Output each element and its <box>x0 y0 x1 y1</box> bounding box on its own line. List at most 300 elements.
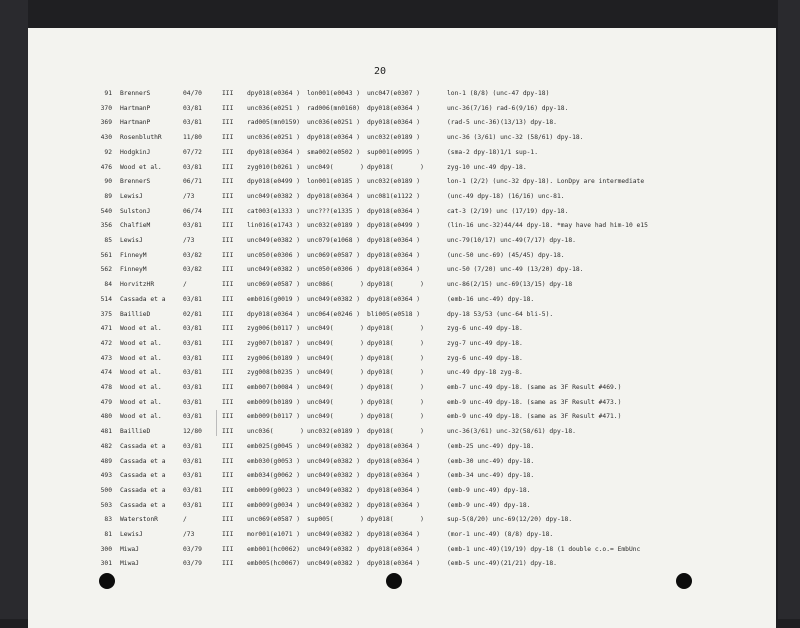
cell-num: 478 <box>100 384 112 391</box>
cell-num: 375 <box>100 310 112 318</box>
cell-g3: dpy018(e0364 ) <box>367 486 421 494</box>
cell-date: 03/79 <box>183 560 202 568</box>
cell-num: 85 <box>104 237 112 244</box>
table-row <box>0 397 800 409</box>
cell-pos: dpy-18 53/53 (unc-64 bli-5). <box>447 310 554 318</box>
table-row <box>0 309 800 321</box>
cell-g3: dpy018(e0364 ) <box>367 295 421 303</box>
cell-num: 562 <box>100 266 112 274</box>
cell-num: 370 <box>100 104 112 112</box>
cell-g3: dpy018(e0364 ) <box>367 472 421 480</box>
cell-name: FinneyM <box>120 251 147 259</box>
cell-num: 473 <box>100 354 112 362</box>
cell-g3: dpy018(e0364 ) <box>367 545 421 553</box>
cell-name: Wood et al. <box>120 325 162 333</box>
cell-name: RosenbluthR <box>120 134 162 142</box>
cell-g1: emb009(b0189 ) <box>247 398 301 406</box>
cell-g1: emb034(g0062 ) <box>247 472 301 480</box>
cell-num: 90 <box>104 178 112 186</box>
cell-g3: unc047(e0307 ) <box>367 90 421 97</box>
cell-name: Wood et al. <box>120 398 162 406</box>
cell-g1: zyg010(b0261 ) <box>247 163 301 171</box>
cell-g2: unc049( ) <box>307 413 364 421</box>
cell-g1: zyg008(b0235 ) <box>247 369 301 377</box>
cell-cls: III <box>222 354 234 362</box>
cell-cls: III <box>222 310 234 318</box>
cell-g1: dpy018(e0364 ) <box>247 310 301 318</box>
table-row <box>0 117 800 129</box>
cell-name: Wood et al. <box>120 369 162 377</box>
table-row <box>0 220 800 232</box>
table-row <box>0 250 800 262</box>
cell-cls: III <box>222 251 234 259</box>
cell-g2: unc050(e0306 ) <box>307 266 361 274</box>
table-row <box>0 367 800 379</box>
cell-g3: dpy018( ) <box>367 339 424 347</box>
cell-cls: III <box>222 516 234 524</box>
cell-num: 540 <box>100 207 112 215</box>
table-row <box>0 485 800 497</box>
table-row <box>0 191 800 203</box>
cell-num: 482 <box>100 442 112 450</box>
cell-g1: unc036(e0251 ) <box>247 104 301 112</box>
cell-g3: dpy018(e0364 ) <box>367 442 421 450</box>
cell-g1: unc049(e0382 ) <box>247 237 301 244</box>
cell-name: Cassada et a <box>120 486 166 494</box>
cell-num: 89 <box>104 192 112 200</box>
cell-name: SulstonJ <box>120 207 151 215</box>
cell-date: 03/79 <box>183 545 202 553</box>
cell-cls: III <box>222 486 234 494</box>
cell-g1: unc050(e0306 ) <box>247 251 301 259</box>
cell-g2: unc079(e1068 ) <box>307 237 361 244</box>
cell-g2: unc032(e0189 ) <box>307 222 361 230</box>
table-row <box>0 323 800 335</box>
cell-g3: dpy018( ) <box>367 325 424 333</box>
cell-g2: sma002(e0502 ) <box>307 148 361 156</box>
cell-pos: (mor-1 unc-49) (8/8) dpy-18. <box>447 531 554 538</box>
cell-g2: unc049( ) <box>307 325 364 333</box>
cell-g3: dpy018( ) <box>367 398 424 406</box>
cell-num: 91 <box>104 90 112 97</box>
cell-pos: emb-9 unc-49 dpy-18. (same as 3F Result #471.) <box>447 413 622 421</box>
cell-date: / <box>183 516 187 524</box>
cell-g1: unc069(e0587 ) <box>247 281 301 289</box>
cell-date: 03/81 <box>183 339 202 347</box>
cell-g1: zyg007(b0187 ) <box>247 339 301 347</box>
cell-g3: dpy018(e0364 ) <box>367 207 421 215</box>
cell-date: 03/81 <box>183 501 202 509</box>
cell-g2: unc069(e0587 ) <box>307 251 361 259</box>
cell-date: 04/70 <box>183 90 202 97</box>
cell-num: 301 <box>100 560 112 568</box>
cell-date: / <box>183 281 187 289</box>
cell-g3: dpy018(e0364 ) <box>367 104 421 112</box>
cell-g2: unc049(e0382 ) <box>307 457 361 465</box>
cell-pos: (emb-16 unc-49) dpy-18. <box>447 295 535 303</box>
cell-name: WaterstonR <box>120 516 158 524</box>
cell-g3: dpy018( ) <box>367 354 424 362</box>
cell-g2: unc049(e0382 ) <box>307 531 361 538</box>
cell-g2: unc049( ) <box>307 354 364 362</box>
cell-date: 02/81 <box>183 310 202 318</box>
cell-g1: emb030(g0053 ) <box>247 457 301 465</box>
cell-g2: unc049( ) <box>307 339 364 347</box>
cell-date: 03/81 <box>183 442 202 450</box>
cell-g3: dpy018(e0364 ) <box>367 119 421 127</box>
cell-pos: (emb-9 unc-49) dpy-18. <box>447 501 531 509</box>
cell-date: 03/82 <box>183 251 202 259</box>
cell-pos: unc-50 (7/20) unc-49 (13/20) dpy-18. <box>447 266 584 274</box>
cell-g1: unc049(e0382 ) <box>247 192 301 200</box>
cell-g1: emb001(hc0062) <box>247 545 301 553</box>
cell-g3: dpy018(e0364 ) <box>367 531 421 538</box>
cell-g2: unc049(e0382 ) <box>307 442 361 450</box>
cell-num: 300 <box>100 545 112 553</box>
table-row <box>0 441 800 453</box>
cell-cls: III <box>222 266 234 274</box>
cell-cls: III <box>222 560 234 568</box>
cell-g3: dpy018( ) <box>367 163 424 171</box>
cell-g3: dpy018(e0364 ) <box>367 251 421 259</box>
cell-g1: zyg006(b0117 ) <box>247 325 301 333</box>
cell-g1: emb009(g0034 ) <box>247 501 301 509</box>
cell-g1: emb005(hc0067) <box>247 560 301 568</box>
cell-g1: mor001(e1071 ) <box>247 531 301 538</box>
cell-g1: dpy018(e0364 ) <box>247 90 301 97</box>
cell-g1: zyg006(b0189 ) <box>247 354 301 362</box>
cell-g2: unc049(e0382 ) <box>307 486 361 494</box>
cell-name: LewisJ <box>120 237 143 244</box>
cell-g2: dpy018(e0364 ) <box>307 192 361 200</box>
cell-date: 03/81 <box>183 472 202 480</box>
cell-g1: emb009(g0023 ) <box>247 486 301 494</box>
cell-num: 481 <box>100 428 112 436</box>
cell-name: BaillieD <box>120 428 151 436</box>
cell-g2: dpy018(e0364 ) <box>307 134 361 142</box>
cell-date: 03/81 <box>183 413 202 421</box>
cell-date: 03/81 <box>183 457 202 465</box>
cell-cls: III <box>222 90 234 97</box>
cell-g1: emb009(b0117 ) <box>247 413 301 421</box>
cell-cls: III <box>222 192 234 200</box>
cell-g2: unc049(e0382 ) <box>307 501 361 509</box>
cell-g2: unc049( ) <box>307 398 364 406</box>
cell-cls: III <box>222 134 234 142</box>
cell-date: /73 <box>183 531 195 538</box>
table-row <box>0 514 800 526</box>
cell-g2: unc036(e0251 ) <box>307 119 361 127</box>
cell-g3: dpy018(e0499 ) <box>367 222 421 230</box>
cell-g1: emb025(g0045 ) <box>247 442 301 450</box>
cell-date: /73 <box>183 192 195 200</box>
cell-g2: unc086( ) <box>307 281 364 289</box>
cell-cls: III <box>222 339 234 347</box>
cell-pos: (unc-50 unc-69) (45/45) dpy-18. <box>447 251 565 259</box>
cell-date: 03/81 <box>183 163 202 171</box>
cell-g2: unc049(e0382 ) <box>307 295 361 303</box>
cell-date: 03/81 <box>183 119 202 127</box>
punch-hole-left <box>99 573 115 589</box>
cell-g2: unc064(e0246 ) <box>307 310 361 318</box>
cell-name: BaillieD <box>120 310 151 318</box>
cell-cls: III <box>222 178 234 186</box>
cell-name: ChalfieM <box>120 222 151 230</box>
cell-date: 06/71 <box>183 178 202 186</box>
cell-g2: unc049(e0382 ) <box>307 560 361 568</box>
cell-pos: cat-3 (2/19) unc (17/19) dpy-18. <box>447 207 569 215</box>
table-row <box>0 147 800 159</box>
cell-g2: unc049( ) <box>307 384 364 391</box>
cell-name: LewisJ <box>120 531 143 538</box>
cell-g3: dpy018(e0364 ) <box>367 501 421 509</box>
cell-g2: unc???(e1335 ) <box>307 207 361 215</box>
table-row <box>0 456 800 468</box>
cell-cls: III <box>222 119 234 127</box>
page-number: 20 <box>374 66 387 77</box>
cell-num: 81 <box>104 531 112 538</box>
cell-date: 03/81 <box>183 486 202 494</box>
cell-num: 514 <box>100 295 112 303</box>
table-row <box>0 176 800 188</box>
cell-g2: unc049(e0382 ) <box>307 545 361 553</box>
cell-pos: (emb-25 unc-49) dpy-18. <box>447 442 535 450</box>
cell-cls: III <box>222 281 234 289</box>
table-row <box>0 558 800 570</box>
cell-date: 06/74 <box>183 207 202 215</box>
cell-cls: III <box>222 222 234 230</box>
cell-pos: lon-1 (8/8) (unc-47 dpy-18) <box>447 90 550 97</box>
cell-num: 480 <box>100 413 112 421</box>
table-row <box>0 353 800 365</box>
table-row <box>0 162 800 174</box>
cell-num: 84 <box>104 281 112 289</box>
cell-g1: rad005(mn0159) <box>247 119 301 127</box>
cell-name: Wood et al. <box>120 163 162 171</box>
cell-cls: III <box>222 295 234 303</box>
cell-name: Cassada et a <box>120 295 166 303</box>
cell-cls: III <box>222 148 234 156</box>
pen-mark <box>216 410 217 436</box>
cell-name: Cassada et a <box>120 472 166 480</box>
cell-g2: sup005( ) <box>307 516 364 524</box>
cell-cls: III <box>222 501 234 509</box>
cell-name: HartmanP <box>120 119 151 127</box>
cell-g3: dpy018(e0364 ) <box>367 457 421 465</box>
cell-g2: lon001(e0185 ) <box>307 178 361 186</box>
cell-name: BrennerS <box>120 90 151 97</box>
cell-pos: unc-49 dpy-18 zyg-8. <box>447 369 523 377</box>
cell-g3: unc032(e0189 ) <box>367 178 421 186</box>
cell-name: Cassada et a <box>120 457 166 465</box>
cell-cls: III <box>222 413 234 421</box>
cell-cls: III <box>222 398 234 406</box>
cell-date: 03/81 <box>183 104 202 112</box>
cell-date: 07/72 <box>183 148 202 156</box>
cell-num: 92 <box>104 148 112 156</box>
cell-g3: sup001(e0995 ) <box>367 148 421 156</box>
cell-num: 479 <box>100 398 112 406</box>
cell-g3: dpy018( ) <box>367 413 424 421</box>
cell-pos: unc-36 (3/61) unc-32 (58/61) dpy-18. <box>447 134 584 142</box>
cell-g3: bli005(e0518 ) <box>367 310 421 318</box>
cell-cls: III <box>222 237 234 244</box>
cell-pos: unc-86(2/15) unc-69(13/15) dpy-18 <box>447 281 573 289</box>
cell-cls: III <box>222 545 234 553</box>
table-row <box>0 132 800 144</box>
cell-pos: unc-36(7/16) rad-6(9/16) dpy-18. <box>447 104 569 112</box>
cell-g1: emb016(g0019 ) <box>247 295 301 303</box>
cell-g2: unc032(e0189 ) <box>307 428 361 436</box>
cell-g3: dpy018( ) <box>367 369 424 377</box>
cell-name: Wood et al. <box>120 384 162 391</box>
cell-date: 12/80 <box>183 428 202 436</box>
cell-g1: unc069(e0587 ) <box>247 516 301 524</box>
cell-num: 476 <box>100 163 112 171</box>
cell-date: /73 <box>183 237 195 244</box>
table-row <box>0 426 800 438</box>
cell-cls: III <box>222 325 234 333</box>
cell-g3: dpy018( ) <box>367 281 424 289</box>
punch-hole-right <box>676 573 692 589</box>
cell-pos: sup-5(8/20) unc-69(12/20) dpy-18. <box>447 516 573 524</box>
cell-cls: III <box>222 472 234 480</box>
cell-num: 474 <box>100 369 112 377</box>
table-row <box>0 294 800 306</box>
cell-cls: III <box>222 442 234 450</box>
cell-name: MiwaJ <box>120 560 139 568</box>
cell-pos: unc-79(10/17) unc-49(7/17) dpy-18. <box>447 237 576 244</box>
cell-name: Wood et al. <box>120 413 162 421</box>
cell-pos: emb-7 unc-49 dpy-18. (same as 3F Result #469.) <box>447 384 622 391</box>
cell-pos: (rad-5 unc-36)(13/13) dpy-18. <box>447 119 557 127</box>
cell-cls: III <box>222 428 234 436</box>
cell-g3: unc032(e0189 ) <box>367 134 421 142</box>
table-row <box>0 470 800 482</box>
cell-name: LewisJ <box>120 192 143 200</box>
cell-date: 03/81 <box>183 398 202 406</box>
punch-hole-center <box>386 573 402 589</box>
cell-pos: (emb-1 unc-49)(19/19) dpy-18 (1 double c.o.= EmbUnc <box>447 545 641 553</box>
cell-g1: unc049(e0382 ) <box>247 266 301 274</box>
cell-name: Wood et al. <box>120 354 162 362</box>
cell-date: 03/81 <box>183 295 202 303</box>
table-row <box>0 206 800 218</box>
cell-pos: emb-9 unc-49 dpy-18. (same as 3F Result #473.) <box>447 398 622 406</box>
cell-name: HorvitzHR <box>120 281 155 289</box>
cell-g3: dpy018( ) <box>367 384 424 391</box>
cell-num: 500 <box>100 486 112 494</box>
cell-g1: unc036( ) <box>247 428 304 436</box>
cell-date: 03/81 <box>183 354 202 362</box>
cell-pos: (emb-30 unc-49) dpy-18. <box>447 457 535 465</box>
cell-num: 83 <box>104 516 112 524</box>
table-row <box>0 88 800 100</box>
cell-g3: unc081(e1122 ) <box>367 192 421 200</box>
cell-g1: emb007(b0084 ) <box>247 384 301 391</box>
cell-pos: zyg-7 unc-49 dpy-18. <box>447 339 523 347</box>
cell-g2: lon001(e0043 ) <box>307 90 361 97</box>
cell-g3: dpy018(e0364 ) <box>367 237 421 244</box>
table-row <box>0 264 800 276</box>
cell-num: 561 <box>100 251 112 259</box>
cell-name: Wood et al. <box>120 339 162 347</box>
cell-cls: III <box>222 457 234 465</box>
cell-pos: zyg-6 unc-49 dpy-18. <box>447 354 523 362</box>
table-row <box>0 411 800 423</box>
cell-pos: (emb-5 unc-49)(21/21) dpy-18. <box>447 560 557 568</box>
cell-num: 430 <box>100 134 112 142</box>
cell-num: 493 <box>100 472 112 480</box>
cell-cls: III <box>222 104 234 112</box>
cell-name: Cassada et a <box>120 501 166 509</box>
cell-pos: zyg-10 unc-49 dpy-18. <box>447 163 527 171</box>
cell-date: 03/81 <box>183 384 202 391</box>
cell-num: 472 <box>100 339 112 347</box>
cell-num: 369 <box>100 119 112 127</box>
cell-g1: dpy018(e0364 ) <box>247 148 301 156</box>
cell-g3: dpy018( ) <box>367 516 424 524</box>
cell-name: Cassada et a <box>120 442 166 450</box>
cell-cls: III <box>222 531 234 538</box>
table-row <box>0 235 800 247</box>
cell-date: 03/81 <box>183 369 202 377</box>
cell-num: 356 <box>100 222 112 230</box>
cell-name: HartmanP <box>120 104 151 112</box>
cell-cls: III <box>222 163 234 171</box>
cell-cls: III <box>222 369 234 377</box>
cell-num: 489 <box>100 457 112 465</box>
cell-g1: dpy018(e0499 ) <box>247 178 301 186</box>
cell-g3: dpy018( ) <box>367 428 424 436</box>
cell-pos: zyg-6 unc-49 dpy-18. <box>447 325 523 333</box>
cell-pos: (unc-49 dpy-18) (16/16) unc-81. <box>447 192 565 200</box>
cell-name: BrennerS <box>120 178 151 186</box>
cell-date: 03/81 <box>183 325 202 333</box>
cell-name: HodgkinJ <box>120 148 151 156</box>
cell-date: 03/82 <box>183 266 202 274</box>
cell-pos: (emb-34 unc-49) dpy-18. <box>447 472 535 480</box>
cell-g2: unc049( ) <box>307 163 364 171</box>
cell-g2: rad006(mn0160) <box>307 104 361 112</box>
cell-g2: unc049(e0382 ) <box>307 472 361 480</box>
cell-g1: unc036(e0251 ) <box>247 134 301 142</box>
table-row <box>0 338 800 350</box>
cell-pos: (sma-2 dpy-18)1/1 sup-1. <box>447 148 538 156</box>
cell-pos: lon-1 (2/2) (unc-32 dpy-18). LonDpy are intermediate <box>447 178 645 186</box>
cell-pos: (emb-9 unc-49) dpy-18. <box>447 486 531 494</box>
cell-g1: lin016(e1743 ) <box>247 222 301 230</box>
table-row <box>0 382 800 394</box>
table-row <box>0 279 800 291</box>
cell-g3: dpy018(e0364 ) <box>367 266 421 274</box>
cell-pos: unc-36(3/61) unc-32(58/61) dpy-18. <box>447 428 576 436</box>
cell-g3: dpy018(e0364 ) <box>367 560 421 568</box>
cell-pos: (lin-16 unc-32)44/44 dpy-18. *may have had him-10 e15 <box>447 222 648 230</box>
table-row <box>0 529 800 541</box>
cell-name: FinneyM <box>120 266 147 274</box>
table-row <box>0 500 800 512</box>
table-row <box>0 103 800 115</box>
cell-cls: III <box>222 207 234 215</box>
cell-num: 471 <box>100 325 112 333</box>
cell-num: 503 <box>100 501 112 509</box>
cell-date: 03/81 <box>183 222 202 230</box>
table-row <box>0 544 800 556</box>
cell-name: MiwaJ <box>120 545 139 553</box>
cell-g2: unc049( ) <box>307 369 364 377</box>
cell-date: 11/80 <box>183 134 202 142</box>
